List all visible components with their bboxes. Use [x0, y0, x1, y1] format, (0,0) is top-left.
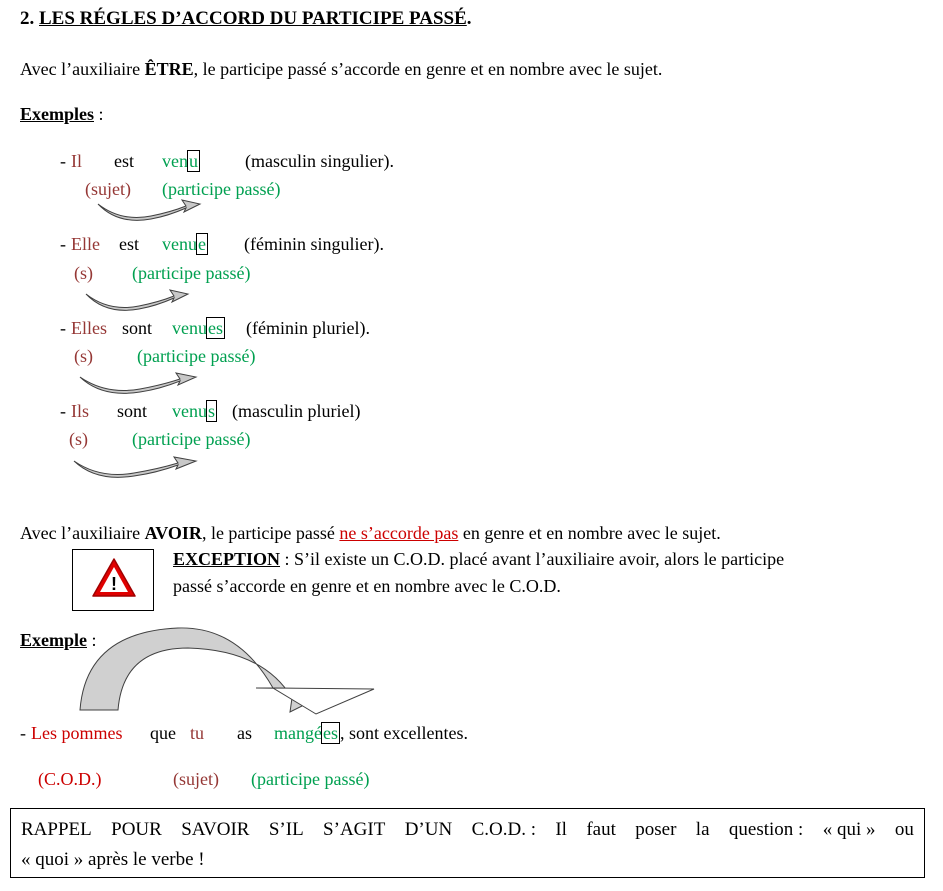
rappel-word: RAPPEL — [21, 819, 92, 840]
exception-label: EXCEPTION — [173, 549, 281, 569]
example2-participle-stem: mangé — [274, 723, 322, 743]
rappel-word: « qui » — [822, 819, 876, 840]
example-dash: - — [60, 401, 66, 421]
avoir-rule-suffix: en genre et en nombre avec le sujet. — [458, 523, 721, 543]
example-participle-ending: es — [208, 318, 223, 338]
etre-rule — [20, 58, 662, 80]
example2-participle-ending: es — [322, 723, 338, 743]
example-subject: Ils — [71, 401, 89, 421]
example-participle-stem: ven — [162, 151, 188, 171]
rappel-word: S’IL — [268, 819, 304, 840]
example2-subject: tu — [190, 723, 205, 743]
example2-colon: : — [87, 630, 97, 650]
example2-label: Exemple — [20, 630, 87, 650]
example-participle-ending: u — [189, 151, 198, 171]
agreement-arrow-icon — [72, 455, 202, 481]
avoir-rule-middle: , le participe passé — [201, 523, 340, 543]
example-verb: est — [119, 234, 139, 254]
rappel-word: D’UN — [404, 819, 453, 840]
etre-rule-suffix: , le participe passé s’accorde en genre et en nombre avec le sujet. — [193, 59, 663, 79]
example2-que: que — [150, 723, 176, 743]
warning-glyph: ! — [111, 574, 117, 594]
example2-dash: - — [20, 723, 26, 743]
warning-box — [72, 549, 154, 611]
example-pp-tag: (participe passé) — [132, 263, 251, 283]
example-participle-stem: venu — [172, 318, 207, 338]
example-pp-tag: (participe passé) — [137, 346, 256, 366]
rappel-word: POUR — [111, 819, 162, 840]
rappel-word: S’AGIT — [323, 819, 386, 840]
rappel-word: SAVOIR — [181, 819, 250, 840]
example-note: (masculin singulier). — [245, 151, 394, 171]
example-dash: - — [60, 151, 66, 171]
example-verb: est — [114, 151, 134, 171]
examples-colon: : — [94, 104, 104, 124]
cod-agreement-arrow-icon — [78, 626, 378, 716]
example2-cod: Les pommes — [31, 723, 123, 743]
rappel-word: poser — [635, 819, 677, 840]
example-subject-tag: (s) — [69, 429, 88, 449]
warning-triangle-icon — [90, 556, 138, 600]
etre-rule-prefix: Avec l’auxiliaire — [20, 59, 145, 79]
agreement-arrow-icon — [96, 198, 206, 224]
exception-line-2: passé s’accorde en genre et en nombre avec le C.O.D. — [173, 576, 561, 596]
rappel-word: ou — [894, 819, 914, 840]
example-subject: Il — [71, 151, 82, 171]
exception-line-1 — [173, 548, 784, 570]
avoir-rule-prefix: Avec l’auxiliaire — [20, 523, 145, 543]
rappel-word: C.O.D. : — [471, 819, 536, 840]
rappel-word: faut — [586, 819, 616, 840]
example2-rest: , sont excellentes. — [339, 723, 468, 743]
etre-aux: ÊTRE — [144, 59, 194, 79]
example-note: (masculin pluriel) — [232, 401, 361, 421]
example-verb: sont — [117, 401, 148, 421]
example-participle-ending: e — [198, 234, 206, 254]
page-heading: 2. LES RÉGLES D’ACCORD DU PARTICIPE PASSÉ. — [20, 8, 472, 29]
rappel-line-2: « quoi » après le verbe ! — [21, 849, 205, 870]
examples-heading — [20, 103, 104, 125]
rappel-word: question : — [728, 819, 804, 840]
rappel-word: Il — [555, 819, 567, 840]
agreement-arrow-icon — [84, 288, 194, 314]
example-verb: sont — [122, 318, 153, 338]
heading-title: LES RÉGLES D’ACCORD DU PARTICIPE PASSÉ — [39, 8, 467, 29]
example2-aux: as — [237, 723, 252, 743]
example-participle-stem: venu — [172, 401, 207, 421]
example-participle-stem: venu — [162, 234, 197, 254]
example-pp-tag: (participe passé) — [132, 429, 251, 449]
example-subject-tag: (s) — [74, 263, 93, 283]
example2-cod-tag: (C.O.D.) — [38, 769, 102, 789]
avoir-negation: ne s’accorde pas — [339, 523, 459, 543]
rappel-box — [10, 808, 925, 878]
example2-subject-tag: (sujet) — [173, 769, 219, 789]
example-subject: Elles — [71, 318, 107, 338]
avoir-rule — [20, 522, 721, 544]
example-subject-tag: (s) — [74, 346, 93, 366]
example-subject-tag: (sujet) — [85, 179, 131, 199]
example-pp-tag: (participe passé) — [162, 179, 281, 199]
avoir-aux: AVOIR — [144, 523, 202, 543]
example-dash: - — [60, 234, 66, 254]
agreement-arrow-icon — [78, 371, 202, 397]
rappel-word: la — [695, 819, 710, 840]
exception-text-1: : S’il existe un C.O.D. placé avant l’auxiliaire avoir, alors le participe — [280, 549, 785, 569]
example-dash: - — [60, 318, 66, 338]
example-participle-ending: s — [208, 401, 216, 421]
example2-pp-tag: (participe passé) — [251, 769, 370, 789]
example-subject: Elle — [71, 234, 100, 254]
examples-label: Exemples — [20, 104, 94, 124]
example-note: (féminin singulier). — [244, 234, 384, 254]
heading-number: 2. — [20, 8, 35, 29]
rappel-line-1 — [21, 815, 914, 845]
example-note: (féminin pluriel). — [246, 318, 370, 338]
